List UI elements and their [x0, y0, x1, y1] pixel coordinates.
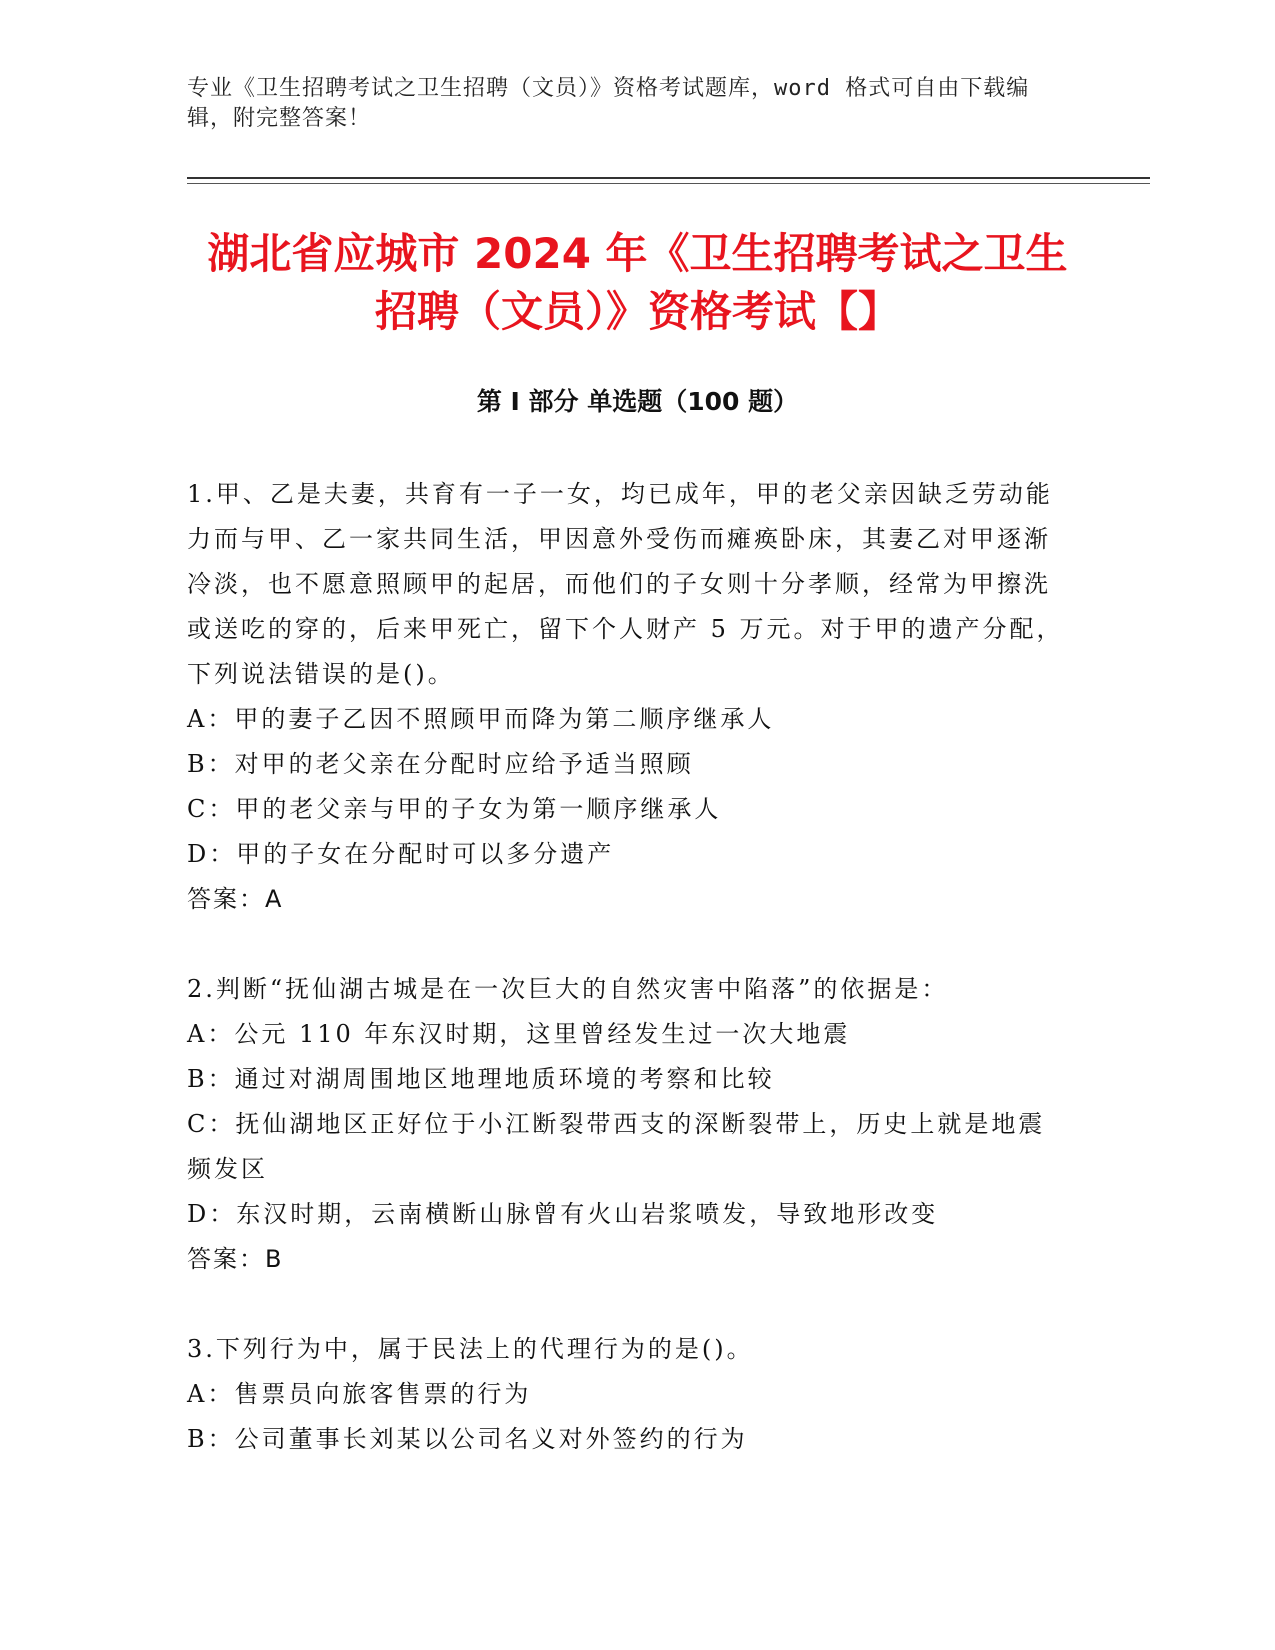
option-d: D：甲的子女在分配时可以多分遗产 [187, 840, 615, 868]
document-title [175, 225, 1100, 341]
question-3 [187, 1327, 1067, 1462]
question-stem: 2.判断“抚仙湖古城是在一次巨大的自然灾害中陷落”的依据是： [187, 975, 949, 1003]
option-b: B：公司董事长刘某以公司名义对外签约的行为 [187, 1425, 748, 1453]
option-a: A：公元 110 年东汉时期，这里曾经发生过一次大地震 [187, 1020, 851, 1048]
option-c: C：抚仙湖地区正好位于小江断裂带西支的深断裂带上，历史上就是地震频发区 [187, 1110, 1046, 1183]
option-c: C：甲的老父亲与甲的子女为第一顺序继承人 [187, 795, 722, 823]
title-line-2: 招聘（文员）》资格考试【】 [374, 287, 900, 336]
title-line-1: 湖北省应城市 2024 年《卫生招聘考试之卫生 [207, 229, 1068, 278]
option-a: A：甲的妻子乙因不照顾甲而降为第二顺序继承人 [187, 705, 775, 733]
header-rule-thin [187, 183, 1150, 184]
option-a: A：售票员向旅客售票的行为 [187, 1380, 532, 1408]
answer: 答案：B [187, 1245, 284, 1273]
answer: 答案：A [187, 885, 284, 913]
question-list [187, 472, 1067, 1507]
header-rule-thick [187, 177, 1150, 179]
option-b: B：通过对湖周围地区地理地质环境的考察和比较 [187, 1065, 775, 1093]
question-stem: 3.下列行为中，属于民法上的代理行为的是()。 [187, 1335, 754, 1363]
header-note: 专业《卫生招聘考试之卫生招聘（文员）》资格考试题库，word 格式可自由下载编辑，附完整答案！ [187, 76, 1030, 131]
option-b: B：对甲的老父亲在分配时应给予适当照顾 [187, 750, 694, 778]
question-2 [187, 967, 1067, 1282]
question-1 [187, 472, 1067, 922]
option-d: D：东汉时期，云南横断山脉曾有火山岩浆喷发，导致地形改变 [187, 1200, 939, 1228]
question-stem: 1.甲、乙是夫妻，共育有一子一女，均已成年，甲的老父亲因缺乏劳动能力而与甲、乙一家共同生活，甲因意外受伤而瘫痪卧床，其妻乙对甲逐渐冷淡，也不愿意照顾甲的起居，而他们的子女则十分孝顺，经常为甲擦洗或送吃的穿的，后来甲死亡，留下个人财产 5 万元。对于甲的遗产分配，下列说法错误的是()。 [187, 480, 1064, 688]
section-heading: 第 I 部分 单选题（100 题） [476, 387, 799, 416]
